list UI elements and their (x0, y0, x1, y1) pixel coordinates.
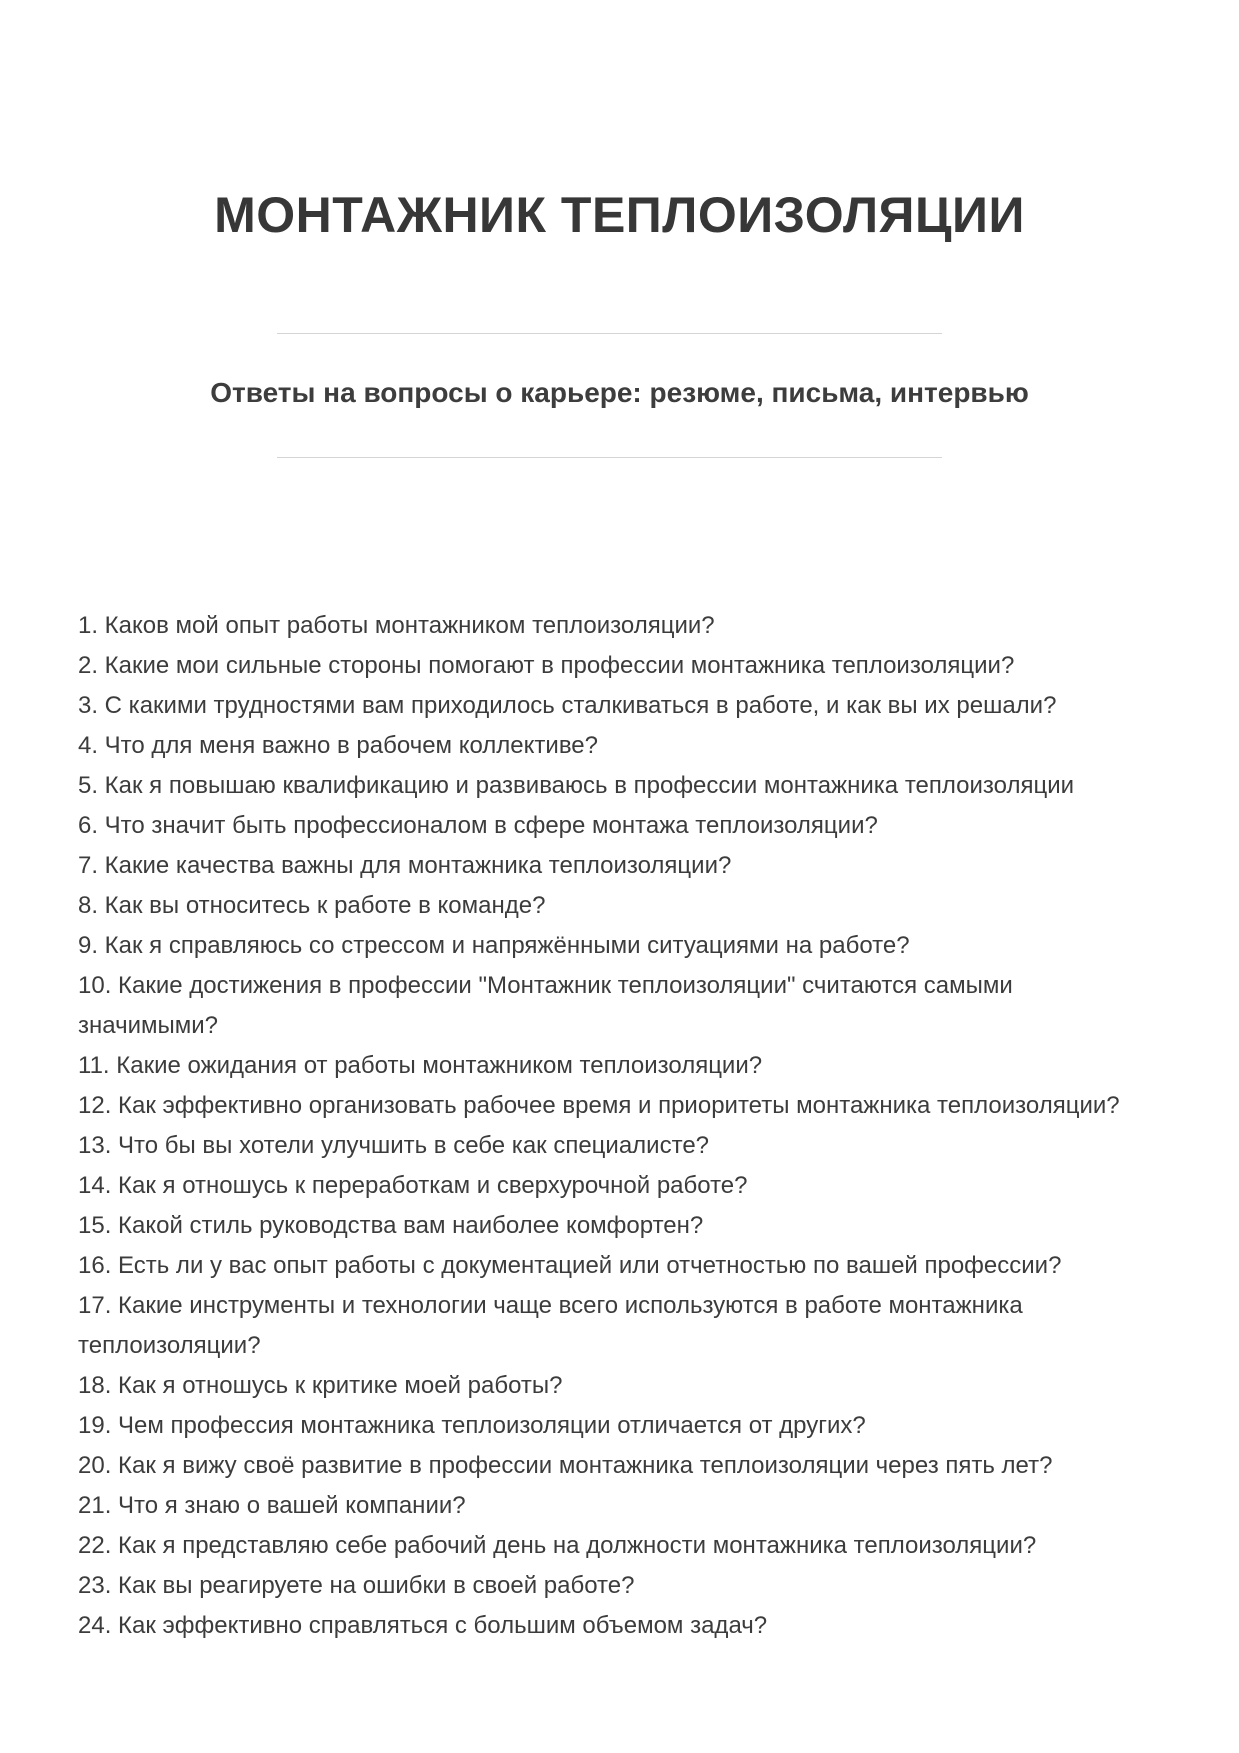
question-item-3: 3. С какими трудностями вам приходилось сталкиваться в работе, и как вы их решали? (78, 692, 1057, 719)
question-item-20: 20. Как я вижу своё развитие в профессии монтажника теплоизоляции через пять лет? (78, 1452, 1053, 1479)
question-item-18: 18. Как я отношусь к критике моей работы? (78, 1372, 563, 1399)
question-item-16: 16. Есть ли у вас опыт работы с документацией или отчетностью по вашей профессии? (78, 1252, 1062, 1279)
question-item-24: 24. Как эффективно справляться с большим объемом задач? (78, 1612, 768, 1639)
question-item-12: 12. Как эффективно организовать рабочее время и приоритеты монтажника теплоизоляции? (78, 1092, 1120, 1119)
question-item-22: 22. Как я представляю себе рабочий день на должности монтажника теплоизоляции? (78, 1532, 1037, 1559)
question-item-13: 13. Что бы вы хотели улучшить в себе как специалисте? (78, 1132, 710, 1159)
question-item-11: 11. Какие ожидания от работы монтажником теплоизоляции? (78, 1052, 763, 1079)
divider-bottom (277, 457, 942, 458)
question-item-6: 6. Что значит быть профессионалом в сфере монтажа теплоизоляции? (78, 812, 878, 839)
question-list (0, 606, 1123, 1646)
question-item-5: 5. Как я повышаю квалификацию и развиваюсь в профессии монтажника теплоизоляции (78, 772, 1075, 799)
question-item-8: 8. Как вы относитесь к работе в команде? (78, 892, 546, 919)
question-item-2: 2. Какие мои сильные стороны помогают в профессии монтажника теплоизоляции? (78, 652, 1015, 679)
question-item-10: 10. Какие достижения в профессии "Монтажник теплоизоляции" считаются самыми значимыми? (78, 972, 1013, 1039)
question-item-15: 15. Какой стиль руководства вам наиболее комфортен? (78, 1212, 704, 1239)
question-item-17: 17. Какие инструменты и технологии чаще всего используются в работе монтажника теплоизоляции? (78, 1292, 1023, 1359)
question-item-4: 4. Что для меня важно в рабочем коллективе? (78, 732, 598, 759)
question-item-21: 21. Что я знаю о вашей компании? (78, 1492, 466, 1519)
question-item-19: 19. Чем профессия монтажника теплоизоляции отличается от других? (78, 1412, 866, 1439)
question-item-23: 23. Как вы реагируете на ошибки в своей работе? (78, 1572, 635, 1599)
question-item-9: 9. Как я справляюсь со стрессом и напряжёнными ситуациями на работе? (78, 932, 910, 959)
page-subtitle: Ответы на вопросы о карьере: резюме, письма, интервью (210, 377, 1029, 408)
question-item-14: 14. Как я отношусь к переработкам и сверхурочной работе? (78, 1172, 748, 1199)
question-item-1: 1. Каков мой опыт работы монтажником теплоизоляции? (78, 612, 715, 639)
question-item-7: 7. Какие качества важны для монтажника теплоизоляции? (78, 852, 732, 879)
divider-top (277, 333, 942, 334)
page-title: МОНТАЖНИК ТЕПЛОИЗОЛЯЦИИ (214, 187, 1025, 243)
